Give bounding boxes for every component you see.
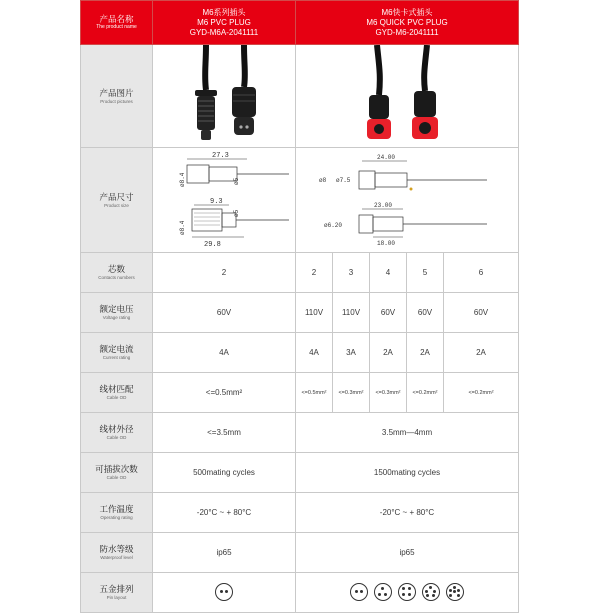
header-label-en: The product name — [96, 24, 137, 30]
header-row — [81, 1, 519, 45]
row-label-cn: 可插拔次数 — [95, 464, 138, 474]
m6-voltage: 60V — [370, 293, 407, 333]
row-label-voltage — [81, 293, 153, 333]
size-row — [81, 148, 519, 253]
m6-cable-match: <=0.2mm² — [444, 373, 519, 413]
m6a-picture — [153, 45, 296, 148]
m6-dim-6: 18.00 — [377, 240, 396, 247]
m6a-current: 4A — [153, 333, 296, 373]
row-label-en: Contacts numbers — [98, 275, 135, 280]
m6-contacts: 2 — [296, 253, 333, 293]
row-label-en: Voltage rating — [102, 315, 131, 320]
waterproof-row — [81, 533, 519, 573]
m6a-part: GYD-M6A-2041111 — [189, 27, 259, 37]
pin-layout-2-icon — [215, 583, 233, 601]
row-label-en: Current rating — [102, 355, 131, 360]
m6-current: 2A — [444, 333, 519, 373]
voltage-row — [81, 293, 519, 333]
m6a-mating: 500mating cycles — [153, 453, 296, 493]
m6-dim-2: ø8 — [319, 177, 327, 184]
m6-waterproof: ip65 — [296, 533, 519, 573]
m6-subtitle: M6 QUICK PVC PLUG — [366, 17, 448, 27]
m6-cable-match: <=0.3mm² — [370, 373, 407, 413]
m6a-dim-6: ø5 — [233, 209, 240, 217]
spec-table — [80, 0, 519, 613]
m6-dimension-drawing — [307, 149, 507, 249]
row-label-cn: 工作温度 — [99, 504, 134, 514]
row-label-waterproof — [81, 533, 153, 573]
row-label-cn: 产品图片 — [99, 87, 134, 98]
m6-part: GYD-M6-2041111 — [375, 27, 439, 37]
m6-contacts: 4 — [370, 253, 407, 293]
row-label-contacts — [81, 253, 153, 293]
m6-cable-od: 3.5mm—4mm — [296, 413, 519, 453]
pin-layout-2-icon — [350, 583, 368, 601]
m6a-connector-photo — [154, 45, 294, 145]
spec-sheet — [80, 0, 518, 613]
row-label-cn: 防水等级 — [99, 544, 134, 554]
m6-current: 2A — [370, 333, 407, 373]
m6-dim-5: ø6.20 — [324, 222, 343, 229]
row-label-cn: 五金排列 — [99, 584, 134, 594]
row-label-cn: 产品尺寸 — [99, 191, 134, 202]
row-label-current — [81, 333, 153, 373]
row-label-en: Cable OD — [106, 395, 127, 400]
m6-cable-match: <=0.2mm² — [407, 373, 444, 413]
header-m6a — [153, 1, 296, 45]
m6a-contacts: 2 — [153, 253, 296, 293]
m6-voltage: 60V — [407, 293, 444, 333]
row-label-pin — [81, 573, 153, 613]
m6a-voltage: 60V — [153, 293, 296, 333]
m6-dim-3: ø7.5 — [336, 177, 351, 184]
m6-current: 2A — [407, 333, 444, 373]
m6a-dim-3: ø5 — [233, 177, 240, 185]
row-label-en: Operating rating — [100, 515, 133, 520]
m6a-title: M6系列插头 — [202, 7, 246, 17]
pin-layout-5-icon — [422, 583, 440, 601]
mating-row — [81, 453, 519, 493]
m6a-dimension-drawing — [154, 149, 294, 249]
m6-temp: -20°C ~ + 80°C — [296, 493, 519, 533]
cable-match-row — [81, 373, 519, 413]
m6a-temp: -20°C ~ + 80°C — [153, 493, 296, 533]
m6-contacts: 5 — [407, 253, 444, 293]
m6-contacts: 3 — [333, 253, 370, 293]
row-label-mating — [81, 453, 153, 493]
row-label-en: Pin layout — [106, 595, 127, 600]
contacts-row — [81, 253, 519, 293]
m6-voltage: 110V — [296, 293, 333, 333]
row-label-size — [81, 148, 153, 253]
m6-voltage: 110V — [333, 293, 370, 333]
m6a-waterproof: ip65 — [153, 533, 296, 573]
pin-layout-6-icon — [446, 583, 464, 601]
m6-picture — [296, 45, 519, 148]
row-label-cable-match — [81, 373, 153, 413]
m6-contacts: 6 — [444, 253, 519, 293]
m6a-cable-match: <=0.5mm² — [153, 373, 296, 413]
row-label-cn: 芯数 — [107, 264, 125, 274]
m6-title: M6快卡式插头 — [381, 7, 433, 17]
row-label-en: Product pictures — [100, 98, 133, 104]
row-label-en: Product size — [104, 202, 129, 208]
m6a-dim-7: 29.8 — [204, 241, 221, 249]
temp-row — [81, 493, 519, 533]
current-row — [81, 333, 519, 373]
m6-cable-match: <=0.5mm² — [296, 373, 333, 413]
m6-cable-match: <=0.3mm² — [333, 373, 370, 413]
row-label-cn: 线材匹配 — [99, 384, 134, 394]
row-label-cable-od — [81, 413, 153, 453]
m6a-dim-1: 27.3 — [212, 152, 229, 160]
row-label-en: Cable OD — [106, 475, 127, 480]
m6a-subtitle: M6 PVC PLUG — [197, 17, 251, 27]
m6-pin-layout — [296, 573, 519, 613]
pin-row — [81, 573, 519, 613]
pin-layout-4-icon — [398, 583, 416, 601]
m6a-cable-od: <=3.5mm — [153, 413, 296, 453]
m6-voltage: 60V — [444, 293, 519, 333]
m6a-dim-5: ø8.4 — [179, 220, 186, 235]
picture-row — [81, 45, 519, 148]
row-label-picture — [81, 45, 153, 148]
row-label-cn: 线材外径 — [99, 424, 134, 434]
row-label-cn: 额定电压 — [99, 304, 134, 314]
header-label-cn: 产品名称 — [99, 14, 134, 24]
m6a-dim-4: 9.3 — [210, 198, 223, 206]
pin-layout-3-icon — [374, 583, 392, 601]
header-m6 — [296, 1, 519, 45]
m6-dim-4: 23.00 — [374, 202, 393, 209]
row-label-temp — [81, 493, 153, 533]
row-label-en: Cable OD — [106, 435, 127, 440]
row-label-en: Waterproof level — [100, 555, 133, 560]
m6a-size-drawing — [153, 148, 296, 253]
m6-current: 3A — [333, 333, 370, 373]
m6-connector-photo — [307, 45, 507, 145]
m6-current: 4A — [296, 333, 333, 373]
m6-mating: 1500mating cycles — [296, 453, 519, 493]
m6-size-drawing — [296, 148, 519, 253]
row-label-cn: 额定电流 — [99, 344, 134, 354]
m6-dim-1: 24.00 — [377, 154, 396, 161]
m6a-pin-layout — [153, 573, 296, 613]
cable-od-row — [81, 413, 519, 453]
header-label-cell — [81, 1, 153, 45]
m6a-dim-2: ø8.4 — [179, 172, 186, 187]
